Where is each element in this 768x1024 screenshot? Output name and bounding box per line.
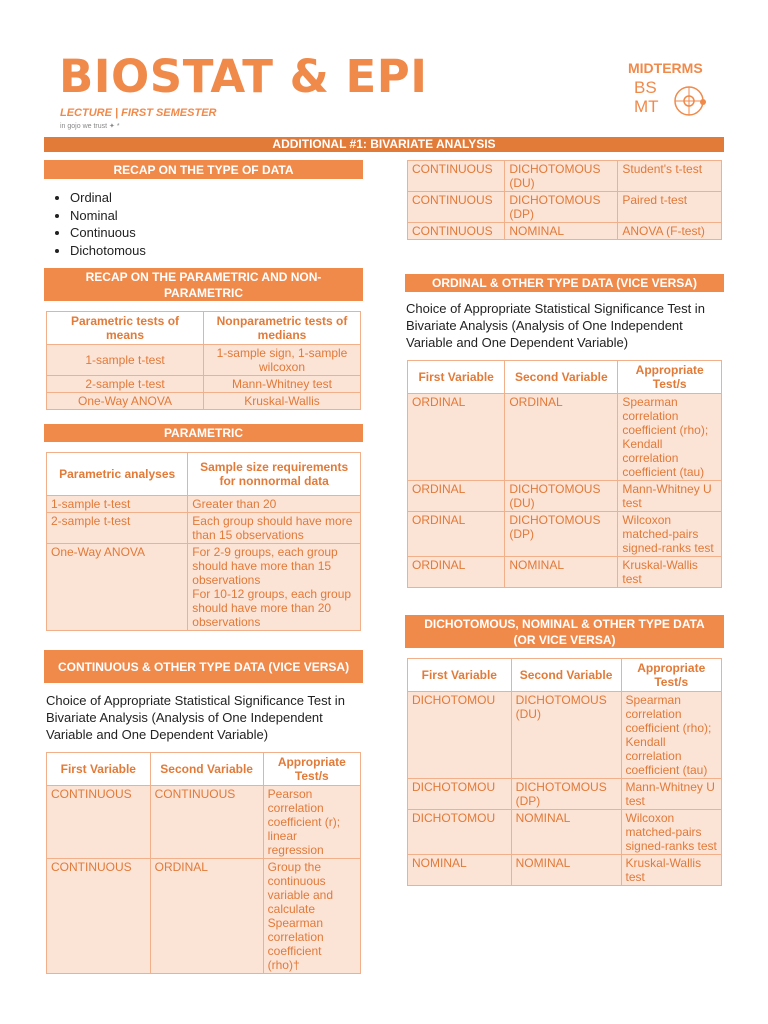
table-cell: NOMINAL — [511, 810, 621, 855]
logo-midterms-text: MIDTERMS — [628, 60, 703, 76]
table-cell: Wilcoxon matched-pairs signed-ranks test — [618, 512, 722, 557]
table-cell: CONTINUOUS — [408, 161, 505, 192]
table-cell: Mann-Whitney U test — [621, 779, 722, 810]
table-cell: DICHOTOMOUS (DP) — [511, 779, 621, 810]
table-cell: 1-sample t-test — [47, 496, 188, 513]
table-cell: NOMINAL — [505, 223, 618, 240]
table-row — [408, 192, 722, 223]
table-cell: CONTINUOUS — [408, 192, 505, 223]
globe-icon — [670, 82, 708, 120]
table-cell: Paired t-test — [618, 192, 722, 223]
table-header: Sample size requirements for nonnormal data — [188, 453, 361, 496]
table-cell: Spearman correlation coefficient (rho); Kendall correlation coefficient (tau) — [618, 394, 722, 481]
table-cell: For 2-9 groups, each group should have more than 15 observations For 10-12 groups, each group should have more than 20 observations — [188, 544, 361, 631]
tagline: in gojo we trust ✦ * — [60, 123, 120, 130]
table-header: Appropriate Test/s — [621, 659, 722, 692]
table-header-row — [408, 361, 722, 394]
table-cell: Kruskal-Wallis — [204, 393, 361, 410]
table-row — [408, 855, 722, 886]
table-cell: Kruskal-Wallis test — [618, 557, 722, 588]
table-cell: DICHOTOMOUS (DP) — [505, 512, 618, 557]
parametric-table — [46, 452, 361, 631]
table-row — [408, 223, 722, 240]
data-type-list — [46, 189, 146, 259]
table-cell: ORDINAL — [150, 859, 263, 974]
table-row — [408, 481, 722, 512]
page-title: BIOSTAT & EPI — [59, 50, 428, 103]
table-cell: NOMINAL — [505, 557, 618, 588]
table-cell: CONTINUOUS — [47, 859, 151, 974]
table-cell: DICHOTOMOU — [408, 810, 512, 855]
table-header: Second Variable — [511, 659, 621, 692]
table-cell: CONTINUOUS — [150, 786, 263, 859]
table-cell: ORDINAL — [408, 557, 505, 588]
list-item: • Dichotomous — [70, 242, 146, 260]
recap-param-heading: RECAP ON THE PARAMETRIC AND NON-PARAMETRIC — [44, 268, 363, 301]
table-cell: DICHOTOMOU — [408, 692, 512, 779]
table-row — [408, 692, 722, 779]
table-header: Nonparametric tests of medians — [204, 312, 361, 345]
table-cell: 1-sample sign, 1-sample wilcoxon — [204, 345, 361, 376]
table-cell: DICHOTOMOU — [408, 779, 512, 810]
table-cell: CONTINUOUS — [408, 223, 505, 240]
table-row — [408, 557, 722, 588]
logo-bs-text: BS — [634, 78, 657, 97]
table-row — [408, 394, 722, 481]
table-cell: CONTINUOUS — [47, 786, 151, 859]
table-cell: 2-sample t-test — [47, 376, 204, 393]
list-item: • Continuous — [70, 224, 146, 242]
list-item: • Nominal — [70, 207, 146, 225]
table-header: First Variable — [47, 753, 151, 786]
table-cell: Each group should have more than 15 observations — [188, 513, 361, 544]
logo-mt-text: MT — [634, 97, 659, 116]
table-header-row — [408, 659, 722, 692]
table-row — [47, 859, 361, 974]
table-cell: One-Way ANOVA — [47, 393, 204, 410]
table-cell: Wilcoxon matched-pairs signed-ranks test — [621, 810, 722, 855]
table-header: Second Variable — [150, 753, 263, 786]
table-cell: Group the continuous variable and calculate Spearman correlation coefficient (rho)† — [263, 859, 360, 974]
continuous-table — [46, 752, 361, 974]
table-header-row — [47, 312, 361, 345]
table-row — [47, 496, 361, 513]
table-header: First Variable — [408, 361, 505, 394]
table-cell: DICHOTOMOUS (DU) — [505, 481, 618, 512]
table-header: Appropriate Test/s — [618, 361, 722, 394]
recap-data-heading: RECAP ON THE TYPE OF DATA — [44, 160, 363, 179]
table-cell: DICHOTOMOUS (DU) — [511, 692, 621, 779]
table-row — [47, 544, 361, 631]
continuous-heading: CONTINUOUS & OTHER TYPE DATA (VICE VERSA) — [44, 650, 363, 683]
continuous-table-continued — [407, 160, 722, 240]
page-subtitle: LECTURE | FIRST SEMESTER — [60, 107, 217, 119]
ordinal-description: Choice of Appropriate Statistical Significance Test in Bivariate Analysis (Analysis of One Independent Variable and One Dependent Variable) — [406, 301, 705, 350]
table-row — [47, 786, 361, 859]
dichotomous-table — [407, 658, 722, 886]
table-row — [408, 161, 722, 192]
param-nonparam-table — [46, 311, 361, 410]
table-cell: DICHOTOMOUS (DP) — [505, 192, 618, 223]
table-cell: ORDINAL — [505, 394, 618, 481]
table-header-row — [47, 753, 361, 786]
table-cell: ORDINAL — [408, 481, 505, 512]
table-header: Second Variable — [505, 361, 618, 394]
table-cell: NOMINAL — [511, 855, 621, 886]
table-cell: 1-sample t-test — [47, 345, 204, 376]
table-cell: ORDINAL — [408, 394, 505, 481]
table-header-row — [47, 453, 361, 496]
table-cell: One-Way ANOVA — [47, 544, 188, 631]
parametric-heading: PARAMETRIC — [44, 424, 363, 442]
table-cell: Kruskal-Wallis test — [621, 855, 722, 886]
table-cell: Student's t-test — [618, 161, 722, 192]
table-cell: Spearman correlation coefficient (rho); Kendall correlation coefficient (tau) — [621, 692, 722, 779]
midterms-logo — [626, 60, 716, 122]
table-row — [47, 513, 361, 544]
table-row — [47, 345, 361, 376]
table-cell: NOMINAL — [408, 855, 512, 886]
table-row — [408, 810, 722, 855]
dichotomous-heading: DICHOTOMOUS, NOMINAL & OTHER TYPE DATA (OR VICE VERSA) — [405, 615, 724, 648]
table-cell: ORDINAL — [408, 512, 505, 557]
table-cell: Greater than 20 — [188, 496, 361, 513]
table-header: First Variable — [408, 659, 512, 692]
table-header: Appropriate Test/s — [263, 753, 360, 786]
table-cell: Mann-Whitney test — [204, 376, 361, 393]
table-row — [47, 376, 361, 393]
list-item: • Ordinal — [70, 189, 146, 207]
table-row — [47, 393, 361, 410]
ordinal-table — [407, 360, 722, 588]
table-cell: ANOVA (F-test) — [618, 223, 722, 240]
table-header: Parametric tests of means — [47, 312, 204, 345]
table-row — [408, 512, 722, 557]
table-cell: DICHOTOMOUS (DU) — [505, 161, 618, 192]
table-cell: Pearson correlation coefficient (r); linear regression — [263, 786, 360, 859]
continuous-description: Choice of Appropriate Statistical Significance Test in Bivariate Analysis (Analysis of One Independent Variable and One Dependent Variable) — [46, 693, 345, 742]
table-row — [408, 779, 722, 810]
ordinal-heading: ORDINAL & OTHER TYPE DATA (VICE VERSA) — [405, 274, 724, 292]
table-cell: 2-sample t-test — [47, 513, 188, 544]
table-cell: Mann-Whitney U test — [618, 481, 722, 512]
table-header: Parametric analyses — [47, 453, 188, 496]
top-banner: ADDITIONAL #1: BIVARIATE ANALYSIS — [44, 137, 724, 152]
